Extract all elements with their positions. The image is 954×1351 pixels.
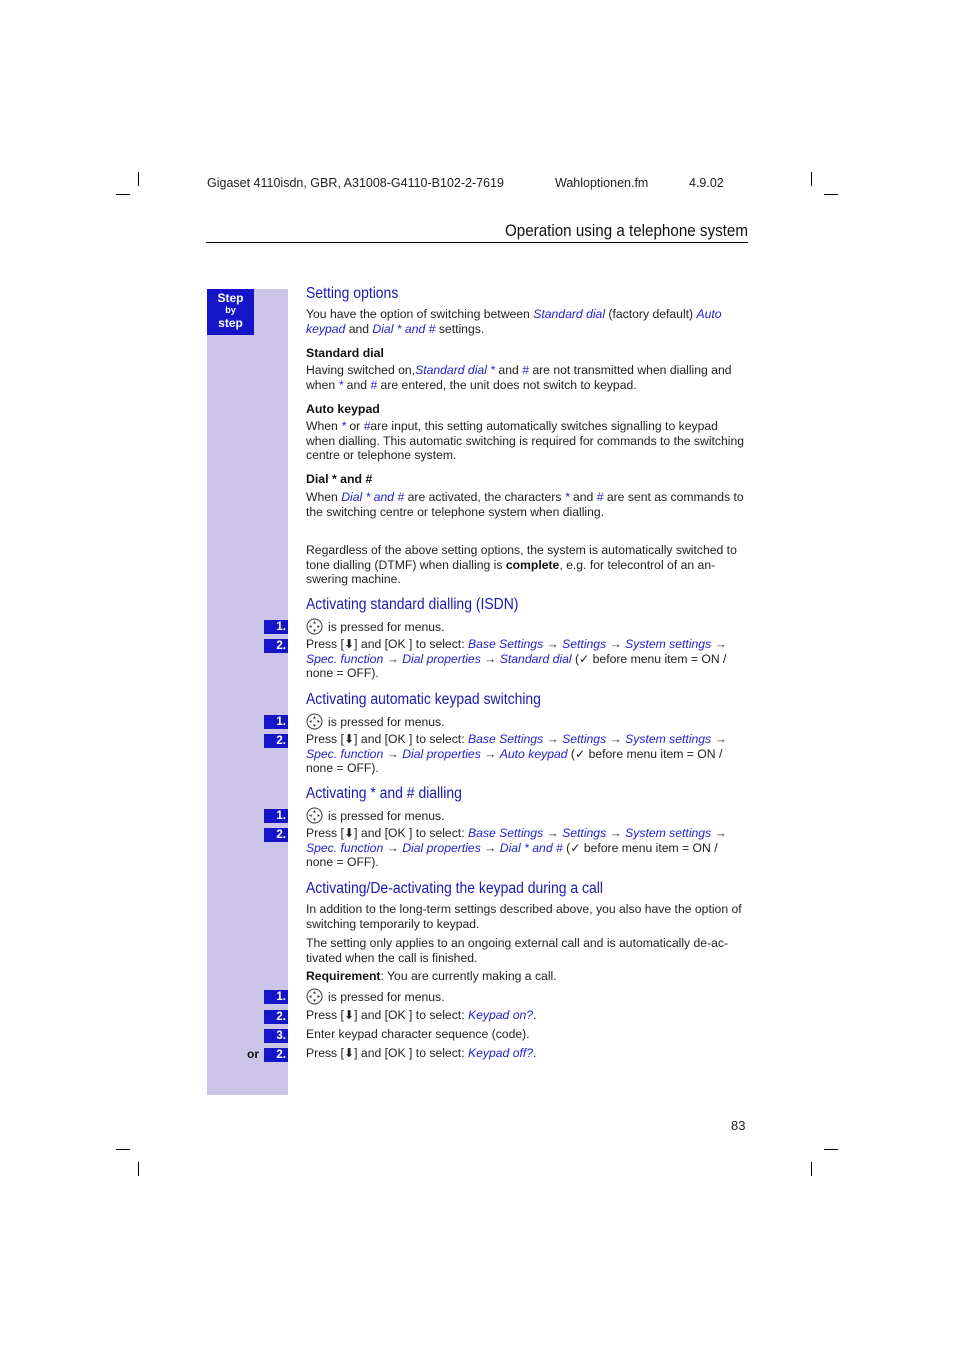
- down-arrow-key-icon: ⬇: [343, 637, 355, 651]
- step-number: 3.: [264, 1029, 288, 1043]
- step-menu-key: is pressed for menus.: [306, 807, 748, 824]
- step-keypad-on: Press [⬇] and [OK ] to select: Keypad on?.: [306, 1008, 537, 1022]
- step-menu-key: is pressed for menus.: [306, 713, 748, 730]
- file-name: Wahloptionen.fm: [555, 176, 649, 190]
- dial-star-hash-text: When Dial * and # are activated, the characters * and # are sent as commands to the switching centre or telephone system when dialling.: [306, 490, 744, 519]
- step-number: 2.: [264, 828, 288, 842]
- or-label: or: [247, 1047, 259, 1061]
- step-sidebar: [207, 289, 288, 1095]
- step-number: 1.: [264, 715, 288, 729]
- crop-mark: [811, 172, 812, 186]
- step-menu-key: is pressed for menus.: [306, 988, 748, 1005]
- step-by-step-badge: [207, 289, 254, 335]
- down-arrow-key-icon: ⬇: [343, 1046, 355, 1060]
- subheading-auto-keypad: Auto keypad: [306, 402, 380, 416]
- menu-key-icon: [306, 988, 323, 1005]
- crop-mark: [824, 194, 838, 195]
- crop-mark: [811, 1162, 812, 1176]
- step-number: 1.: [264, 809, 288, 823]
- step-select-path: Press [⬇] and [OK ] to select: Base Settings → Settings → System settings → Spec. function → Dial properties → Dial * and # (✓ before menu item = ON / none = OFF).: [306, 826, 727, 869]
- section-title: Operation using a telephone system: [504, 222, 748, 240]
- regardless-text: Regardless of the above setting options, the system is automatically switched to tone dialling (DTMF) when dialling is complete, e.g. for telecontrol of an an-swering machine.: [306, 543, 737, 586]
- heading-activating-standard: Activating standard dialling (ISDN): [306, 596, 519, 613]
- setting-options-intro: You have the option of switching between Standard dial (factory default) Auto keypad and Dial * and # settings.: [306, 307, 722, 336]
- step-select-path: Press [⬇] and [OK ] to select: Base Settings → Settings → System settings → Spec. function → Dial properties → Standard dial (✓ before menu item = ON / none = OFF).: [306, 637, 727, 680]
- keypad-call-p1: In addition to the long-term settings described above, you also have the option of switching temporarily to keypad.: [306, 902, 742, 931]
- heading-activating-star-hash: Activating * and # dialling: [306, 785, 462, 802]
- badge-text: Step: [217, 291, 244, 305]
- doc-date: 4.9.02: [689, 176, 724, 190]
- badge-text: by: [225, 305, 236, 315]
- heading-activating-auto: Activating automatic keypad switching: [306, 691, 541, 708]
- crop-mark: [116, 1149, 130, 1150]
- step-select-path: Press [⬇] and [OK ] to select: Base Settings → Settings → System settings → Spec. function → Dial properties → Auto keypad (✓ before menu item = ON / none = OFF).: [306, 732, 727, 775]
- down-arrow-key-icon: ⬇: [343, 732, 355, 746]
- header-rule: [206, 242, 748, 243]
- step-menu-key: is pressed for menus.: [306, 618, 748, 635]
- subheading-dial-star-hash: Dial * and #: [306, 472, 373, 486]
- step-keypad-off: Press [⬇] and [OK ] to select: Keypad off?.: [306, 1046, 537, 1060]
- step-enter-code: Enter keypad character sequence (code).: [306, 1027, 530, 1041]
- step-number: 1.: [264, 990, 288, 1004]
- auto-keypad-text: When * or #are input, this setting automatically switches signalling to keypad when dialling. This automatic switching is required for commands to the switching centre or telephone system.: [306, 419, 745, 462]
- step-number: 2.: [264, 734, 288, 748]
- crop-mark: [824, 1149, 838, 1150]
- crop-mark: [138, 1162, 139, 1176]
- crop-mark: [116, 194, 130, 195]
- step-number: 2.: [264, 1010, 288, 1024]
- doc-id: Gigaset 4110isdn, GBR, A31008-G4110-B102-2-7619: [207, 176, 504, 190]
- subheading-standard-dial: Standard dial: [306, 346, 384, 360]
- menu-key-icon: [306, 618, 323, 635]
- crop-mark: [138, 172, 139, 186]
- standard-dial-text: Having switched on,Standard dial * and # are not transmitted when dialling and when * and # are entered, the unit does not switch to keypad.: [306, 363, 732, 392]
- menu-key-icon: [306, 807, 323, 824]
- keypad-call-p2: The setting only applies to an ongoing external call and is automatically de-ac-tivated when the call is finished.: [306, 936, 729, 965]
- heading-keypad-during-call: Activating/De-activating the keypad during a call: [306, 880, 603, 897]
- badge-text: step: [218, 316, 243, 330]
- menu-key-icon: [306, 713, 323, 730]
- step-number: 2.: [264, 1048, 288, 1062]
- down-arrow-key-icon: ⬇: [343, 1008, 355, 1022]
- step-number: 1.: [264, 620, 288, 634]
- page-number: 83: [731, 1118, 746, 1133]
- keypad-call-requirement: Requirement: You are currently making a call.: [306, 969, 557, 983]
- step-number: 2.: [264, 639, 288, 653]
- heading-setting-options: Setting options: [306, 285, 399, 302]
- down-arrow-key-icon: ⬇: [343, 826, 355, 840]
